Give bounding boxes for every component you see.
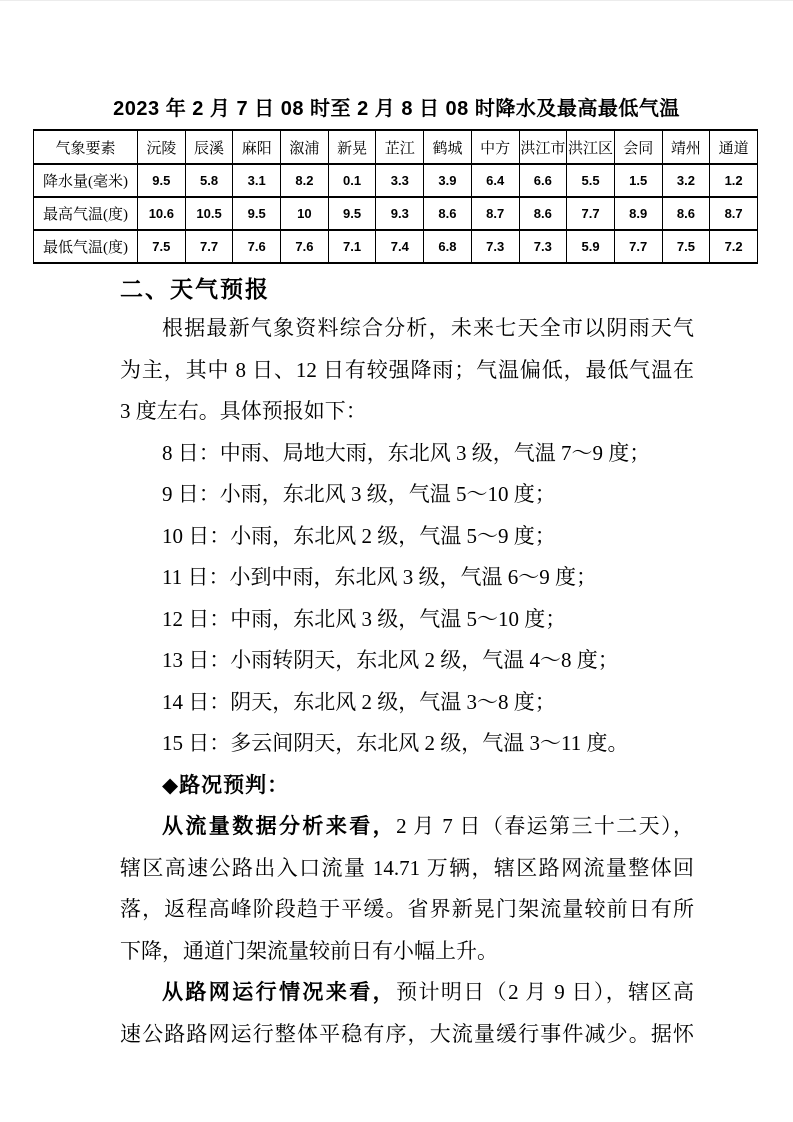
forecast-day-8	[120, 433, 694, 475]
table-col-header: 洪江市	[519, 130, 567, 164]
table-cell: 3.3	[376, 164, 424, 197]
body-text	[120, 308, 694, 1055]
table-cell: 5.8	[185, 164, 233, 197]
table-cell: 9.5	[233, 197, 281, 230]
table-row	[34, 197, 758, 230]
table-cell: 3.2	[662, 164, 710, 197]
table-cell: 7.1	[328, 230, 376, 263]
table-cell: 7.2	[710, 230, 758, 263]
section-heading-weather-forecast: 二、天气预报	[120, 276, 270, 302]
table-col-header: 沅陵	[138, 130, 186, 164]
table-col-header: 洪江区	[567, 130, 615, 164]
table-col-header: 辰溪	[185, 130, 233, 164]
table-cell: 6.8	[424, 230, 472, 263]
text-segment: 13 日：小雨转阴天，东北风 2 级，气温 4～8 度；	[162, 648, 619, 672]
forecast-day-10	[120, 516, 694, 558]
text-segment: 预计明日（2 月 9 日），辖区高	[396, 980, 694, 1004]
weather-table	[33, 129, 758, 264]
traffic-flow-line-4	[120, 931, 694, 973]
table-cell: 7.3	[471, 230, 519, 263]
traffic-flow-line-2	[120, 848, 694, 890]
table-col-header: 新晃	[328, 130, 376, 164]
forecast-day-14	[120, 682, 694, 724]
text-segment: 14 日：阴天，东北风 2 级，气温 3～8 度；	[162, 689, 556, 714]
text-segment: 15 日：多云间阴天，东北风 2 级，气温 3～11 度。	[162, 731, 629, 755]
table-cell: 9.3	[376, 197, 424, 230]
table-cell: 1.5	[614, 164, 662, 197]
weather-summary-line-2	[120, 350, 694, 392]
table-cell: 0.1	[328, 164, 376, 197]
traffic-flow-line-1	[120, 806, 694, 848]
table-col-header: 中方	[471, 130, 519, 164]
text-segment: 下降，通道门架流量较前日有小幅上升。	[120, 938, 498, 963]
table-row-label: 降水量(毫米)	[34, 164, 138, 197]
table-cell: 7.7	[567, 197, 615, 230]
table-cell: 8.7	[471, 197, 519, 230]
table-cell: 5.9	[567, 230, 615, 263]
table-cell: 9.5	[328, 197, 376, 230]
text-segment: 辖区高速公路出入口流量 14.71 万辆，辖区路网流量整体回	[120, 855, 694, 880]
table-cell: 8.9	[614, 197, 662, 230]
table-row	[34, 230, 758, 263]
table-cell: 8.6	[519, 197, 567, 230]
table-cell: 1.2	[710, 164, 758, 197]
table-cell: 8.6	[662, 197, 710, 230]
table-corner-cell: 气象要素	[34, 130, 138, 164]
road-network-line-1	[120, 972, 694, 1014]
text-segment: 为主，其中 8 日、12 日有较强降雨；气温偏低，最低气温在	[120, 357, 694, 382]
table-cell: 7.3	[519, 230, 567, 263]
road-network-line-2	[120, 1014, 694, 1056]
forecast-day-9	[120, 474, 694, 516]
table-col-header: 靖州	[662, 130, 710, 164]
weather-summary-line-3	[120, 391, 694, 433]
table-cell: 7.5	[662, 230, 710, 263]
table-cell: 7.7	[614, 230, 662, 263]
table-cell: 8.7	[710, 197, 758, 230]
table-col-header: 会同	[614, 130, 662, 164]
text-segment: 12 日：中雨，东北风 3 级，气温 5～10 度；	[162, 606, 567, 631]
weather-table-header	[34, 130, 758, 164]
table-col-header: 麻阳	[233, 130, 281, 164]
table-cell: 7.6	[233, 230, 281, 263]
forecast-day-11	[120, 557, 694, 599]
bold-text-segment: 从流量数据分析来看，	[162, 815, 397, 838]
table-cell: 10.6	[138, 197, 186, 230]
weather-table-body	[34, 164, 758, 263]
text-segment: 2 月 7 日（春运第三十二天），	[396, 814, 694, 838]
bold-text-segment: ◆路况预判：	[162, 773, 290, 797]
table-title: 2023 年 2 月 7 日 08 时至 2 月 8 日 08 时降水及最高最低气温	[113, 98, 680, 120]
table-cell: 10.5	[185, 197, 233, 230]
table-row-label: 最高气温(度)	[34, 197, 138, 230]
table-cell: 6.4	[471, 164, 519, 197]
forecast-day-13	[120, 640, 694, 682]
weather-summary-line-1	[120, 308, 694, 350]
text-segment: 9 日：小雨，东北风 3 级，气温 5～10 度；	[162, 482, 556, 506]
table-cell: 8.6	[424, 197, 472, 230]
text-segment: 11 日：小到中雨，东北风 3 级，气温 6～9 度；	[162, 565, 597, 589]
table-cell: 7.5	[138, 230, 186, 263]
bold-text-segment: 从路网运行情况来看，	[162, 981, 397, 1004]
table-cell: 7.4	[376, 230, 424, 263]
table-cell: 6.6	[519, 164, 567, 197]
table-cell: 3.1	[233, 164, 281, 197]
table-cell: 7.6	[281, 230, 329, 263]
table-cell: 7.7	[185, 230, 233, 263]
table-cell: 8.2	[281, 164, 329, 197]
text-segment: 根据最新气象资料综合分析，未来七天全市以阴雨天气	[162, 316, 694, 340]
table-header-row	[34, 130, 758, 164]
text-segment: 3 度左右。具体预报如下：	[120, 399, 367, 423]
table-col-header: 通道	[710, 130, 758, 164]
text-segment: 8 日：中雨、局地大雨，东北风 3 级，气温 7～9 度；	[162, 440, 651, 465]
table-col-header: 溆浦	[281, 130, 329, 164]
table-cell: 5.5	[567, 164, 615, 197]
table-col-header: 芷江	[376, 130, 424, 164]
table-cell: 10	[281, 197, 329, 230]
text-segment: 速公路路网运行整体平稳有序，大流量缓行事件减少。据怀	[120, 1021, 694, 1046]
road-condition-heading	[120, 765, 694, 807]
table-row-label: 最低气温(度)	[34, 230, 138, 263]
forecast-day-12	[120, 599, 694, 641]
text-segment: 10 日：小雨，东北风 2 级，气温 5～9 度；	[162, 523, 556, 548]
table-cell: 9.5	[138, 164, 186, 197]
forecast-day-15	[120, 723, 694, 765]
traffic-flow-line-3	[120, 889, 694, 931]
table-row	[34, 164, 758, 197]
table-cell: 3.9	[424, 164, 472, 197]
text-segment: 落，返程高峰阶段趋于平缓。省界新晃门架流量较前日有所	[120, 897, 694, 921]
table-col-header: 鹤城	[424, 130, 472, 164]
